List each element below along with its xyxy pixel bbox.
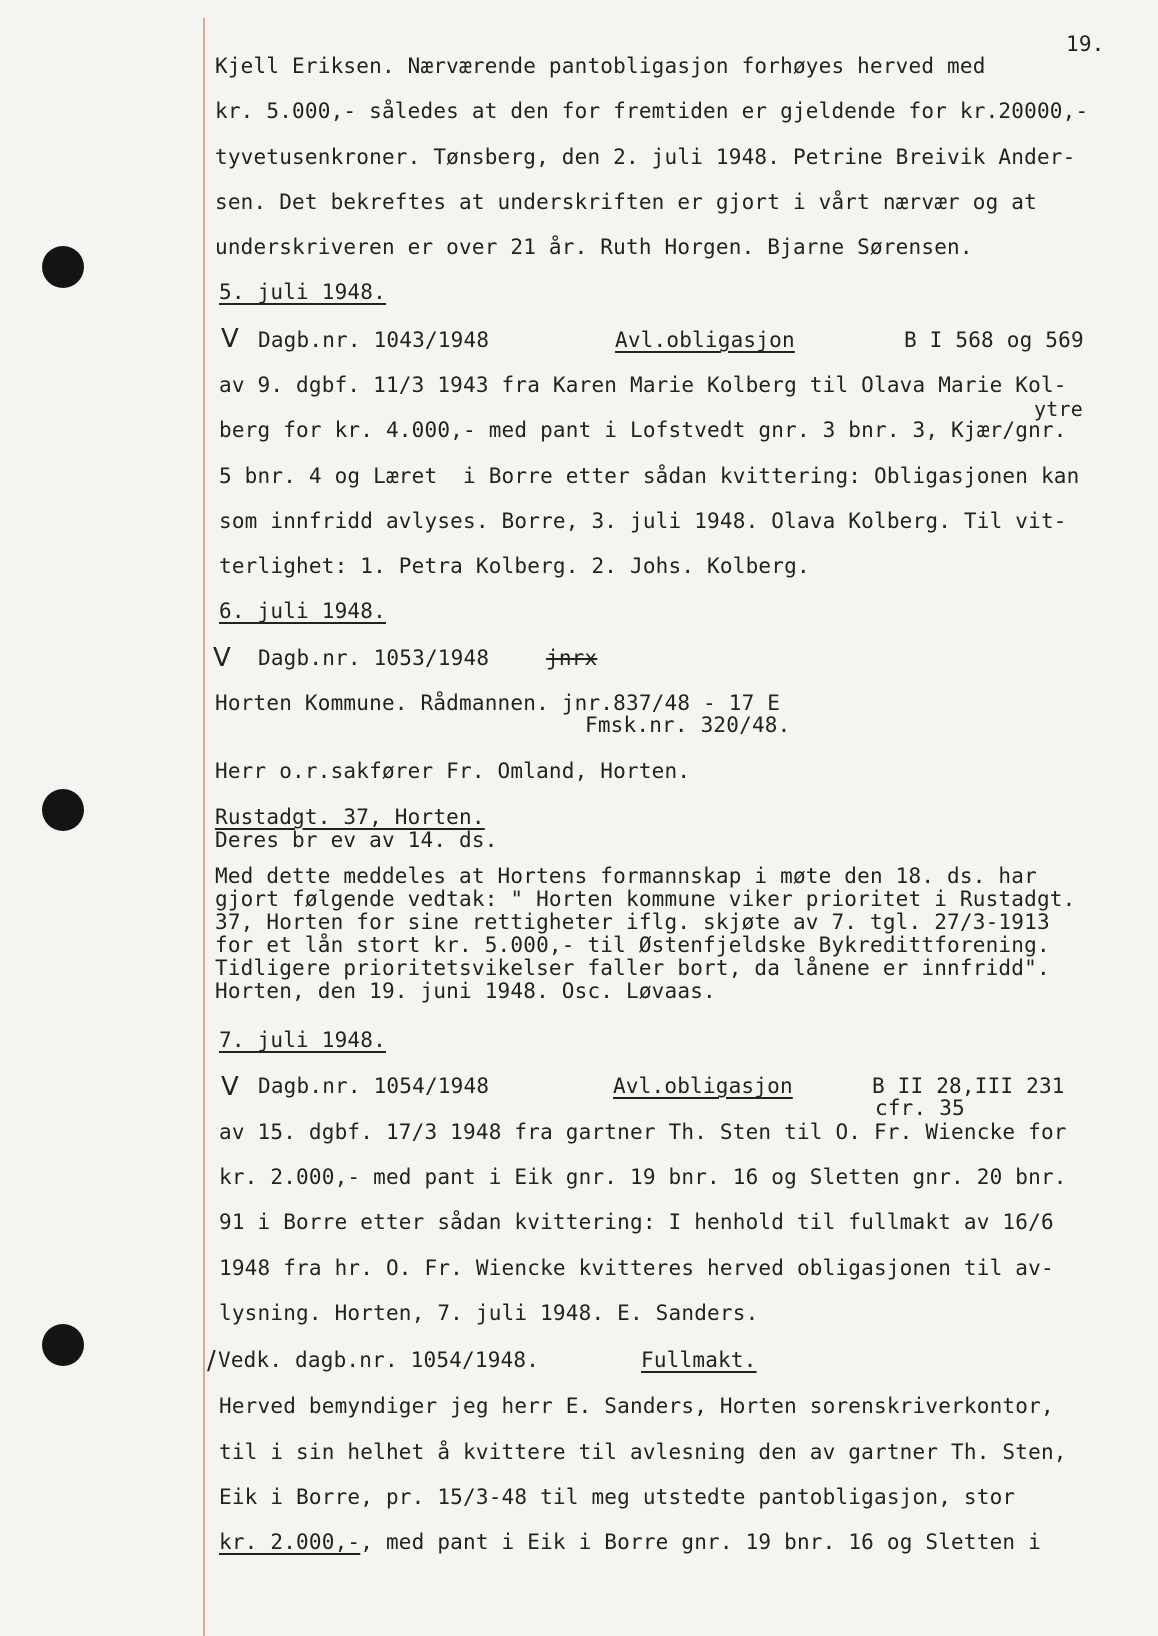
struck-text: jnrx bbox=[546, 646, 598, 670]
margin-rule bbox=[203, 18, 205, 1636]
dagb-number: Dagb.nr. 1043/1948 bbox=[258, 328, 490, 352]
text-line: Horten Kommune. Rådmannen. jnr.837/48 - 17 E bbox=[215, 691, 781, 715]
entry-date: 5. juli 1948. bbox=[219, 280, 386, 304]
text-line: 37, Horten for sine rettigheter iflg. skjøte av 7. tgl. 27/3-1913 bbox=[215, 910, 1050, 934]
text-line: Fmsk.nr. 320/48. bbox=[585, 713, 791, 737]
text-line: underskriveren er over 21 år. Ruth Horgen. Bjarne Sørensen. bbox=[215, 235, 973, 259]
text-segment: , med pant i Eik i Borre gnr. 19 bnr. 16 og Sletten i bbox=[360, 1530, 1041, 1554]
text-line: for et lån stort kr. 5.000,- til Østenfjeldske Bykredittforening. bbox=[215, 933, 1050, 957]
dagb-number: Dagb.nr. 1053/1948 bbox=[258, 646, 490, 670]
entry-type: Avl.obligasjon bbox=[615, 328, 795, 352]
text-line: av 9. dgbf. 11/3 1943 fra Karen Marie Kolberg til Olava Marie Kol- bbox=[219, 373, 1067, 397]
page-number: 19. bbox=[1066, 32, 1105, 56]
text-line: Med dette meddeles at Hortens formannskap i møte den 18. ds. har bbox=[215, 864, 1037, 888]
text-line: Horten, den 19. juni 1948. Osc. Løvaas. bbox=[215, 979, 716, 1003]
amount: kr. 2.000,- bbox=[219, 1530, 361, 1554]
text-line bbox=[219, 1530, 1041, 1554]
text-line: som innfridd avlyses. Borre, 3. juli 1948. Olava Kolberg. Til vit- bbox=[219, 509, 1067, 533]
check-mark-icon: V bbox=[221, 1072, 239, 1102]
entry-reference: cfr. 35 bbox=[875, 1096, 965, 1120]
text-line: tyvetusenkroner. Tønsberg, den 2. juli 1948. Petrine Breivik Ander- bbox=[215, 145, 1076, 169]
text-line: berg for kr. 4.000,- med pant i Lofstvedt gnr. 3 bnr. 3, Kjær/gnr. bbox=[219, 418, 1067, 442]
text-line: kr. 5.000,- således at den for fremtiden er gjeldende for kr.20000,- bbox=[215, 99, 1089, 123]
entry-date: 6. juli 1948. bbox=[219, 599, 386, 623]
punch-hole bbox=[42, 789, 84, 831]
text-line: Eik i Borre, pr. 15/3-48 til meg utstedte pantobligasjon, stor bbox=[219, 1485, 1016, 1509]
text-line: Tidligere prioritetsvikelser faller bort, da lånene er innfridd". bbox=[215, 956, 1050, 980]
text-line: kr. 2.000,- med pant i Eik gnr. 19 bnr. 16 og Sletten gnr. 20 bnr. bbox=[219, 1165, 1067, 1189]
entry-heading: Vedk. dagb.nr. 1054/1948. bbox=[218, 1348, 540, 1372]
insertion-note: ytre bbox=[1034, 397, 1083, 421]
dagb-number: Dagb.nr. 1054/1948 bbox=[258, 1074, 490, 1098]
punch-hole bbox=[42, 246, 84, 288]
text-line: Herr o.r.sakfører Fr. Omland, Horten. bbox=[215, 759, 691, 783]
text-line: Deres br ev av 14. ds. bbox=[215, 828, 498, 852]
entry-reference: B II 28,III 231 bbox=[872, 1074, 1065, 1098]
text-line: terlighet: 1. Petra Kolberg. 2. Johs. Kolberg. bbox=[219, 554, 810, 578]
text-line: til i sin helhet å kvittere til avlesning den av gartner Th. Sten, bbox=[219, 1440, 1067, 1464]
check-mark-icon: V bbox=[221, 324, 239, 354]
check-mark-icon: / bbox=[207, 1346, 216, 1376]
entry-date: 7. juli 1948. bbox=[219, 1028, 386, 1052]
entry-type: Avl.obligasjon bbox=[613, 1074, 793, 1098]
text-line: sen. Det bekreftes at underskriften er gjort i vårt nærvær og at bbox=[215, 190, 1037, 214]
text-line: 1948 fra hr. O. Fr. Wiencke kvitteres herved obligasjonen til av- bbox=[219, 1256, 1054, 1280]
entry-type: Fullmakt. bbox=[641, 1348, 757, 1372]
address-line: Rustadgt. 37, Horten. bbox=[215, 805, 485, 829]
text-line: Kjell Eriksen. Nærværende pantobligasjon forhøyes herved med bbox=[215, 54, 986, 78]
text-line: av 15. dgbf. 17/3 1948 fra gartner Th. Sten til O. Fr. Wiencke for bbox=[219, 1120, 1067, 1144]
entry-reference: B I 568 og 569 bbox=[904, 328, 1084, 352]
text-line: gjort følgende vedtak: " Horten kommune viker prioritet i Rustadgt. bbox=[215, 887, 1076, 911]
text-line: lysning. Horten, 7. juli 1948. E. Sanders. bbox=[219, 1301, 759, 1325]
text-line: Herved bemyndiger jeg herr E. Sanders, Horten sorenskriverkontor, bbox=[219, 1394, 1054, 1418]
text-line: 5 bnr. 4 og Læret i Borre etter sådan kvittering: Obligasjonen kan bbox=[219, 464, 1080, 488]
punch-hole bbox=[42, 1324, 84, 1366]
text-line: 91 i Borre etter sådan kvittering: I henhold til fullmakt av 16/6 bbox=[219, 1210, 1054, 1234]
check-mark-icon: V bbox=[213, 643, 231, 673]
